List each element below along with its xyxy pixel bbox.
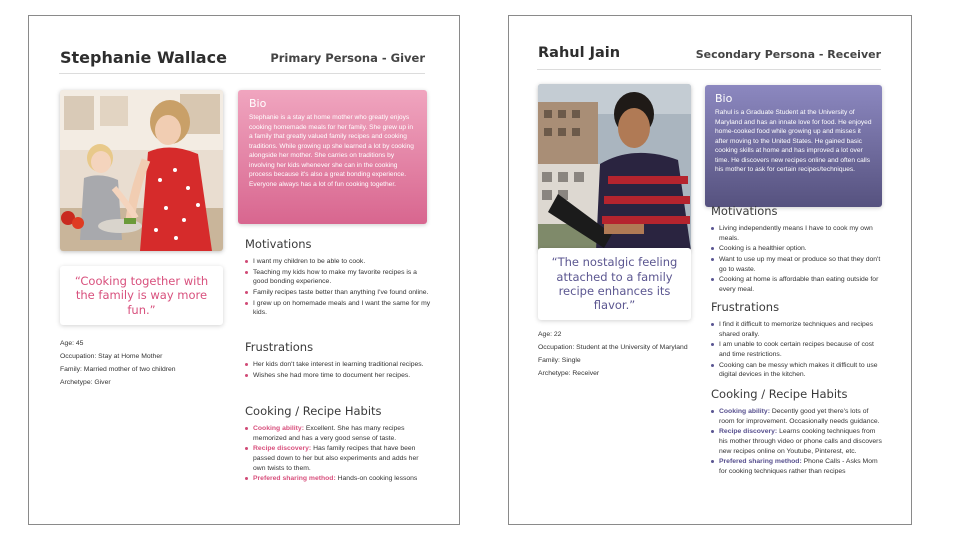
habit-text: Hands-on cooking lessons [335, 475, 418, 483]
persona-facts [60, 340, 176, 392]
bio-text: Rahul is a Graduate Student at the University of Maryland and has an innate love for food. He enjoyed home-cooked food while growing up and misses it after moving to the United States. He gained basic cooking skills at home and has improved a lot over time. He discovers new recipes online and often calls his mother to ask for certain recipes/techniques. [715, 109, 872, 174]
frustrations-section [245, 340, 431, 381]
list-item: I am unable to cook certain recipes because of cost and time restrictions. [711, 340, 885, 359]
bio-title: Bio [715, 92, 733, 105]
bio-text: Stephanie is a stay at home mother who greatly enjoys cooking homemade meals for her family. She grew up in a family that greatly valued family recipes and cooking traditions. While growing up she learned a lot by cooking alongside her mother. She carries on traditions by involving her kids whenever she can in the cooking process because it's also a great bonding experience. Everyone always has a lot of fun cooking together. [249, 114, 414, 188]
habit-label: Cooking ability: [253, 425, 304, 432]
habit-text: Excellent. She has many recipes memorized and has a very good sense of taste. [253, 425, 405, 442]
list-item [711, 407, 885, 426]
persona-facts [538, 331, 688, 383]
habit-text: Decently good yet there's lots of room for improvement. Occasionally needs guidance. [719, 408, 880, 425]
persona-quote: “The nostalgic feeling attached to a family recipe enhances its flavor.” [538, 248, 691, 320]
header-divider [59, 73, 425, 74]
persona-role: Primary Persona - Giver [270, 51, 425, 65]
list-item [245, 444, 431, 473]
motivations-title: Motivations [245, 237, 312, 251]
persona-role: Secondary Persona - Receiver [695, 48, 881, 61]
list-item [245, 424, 431, 443]
list-item: I find it difficult to memorize techniques and recipes shared orally. [711, 320, 885, 339]
persona-quote: “Cooking together with the family is way more fun.” [60, 266, 223, 325]
archetype-fact: Archetype: Giver [60, 379, 111, 386]
student-with-laptop-photo [538, 84, 691, 251]
bio-title: Bio [249, 97, 267, 110]
persona-card-stephanie [28, 15, 460, 525]
habits-section [245, 404, 431, 485]
habits-title: Cooking / Recipe Habits [711, 387, 848, 401]
occupation-fact: Occupation: Student at the University of Maryland [538, 344, 688, 351]
list-item: I want my children to be able to cook. [245, 257, 431, 267]
list-item: Teaching my kids how to make my favorite recipes is a good bonding experience. [245, 268, 431, 287]
habits-title: Cooking / Recipe Habits [245, 404, 382, 418]
bio-panel [705, 85, 882, 207]
family-fact: Family: Single [538, 357, 581, 364]
header-divider [537, 69, 881, 70]
frustrations-section [711, 300, 885, 381]
list-item: Family recipes taste better than anything I've found online. [245, 288, 431, 298]
frustrations-title: Frustrations [245, 340, 314, 354]
habits-section [711, 387, 885, 477]
habit-label: Cooking ability: [719, 408, 770, 415]
list-item: I grew up on homemade meals and I want the same for my kids. [245, 299, 431, 318]
habit-label: Recipe discovery: [719, 428, 778, 436]
motivations-section [711, 204, 885, 295]
occupation-fact: Occupation: Stay at Home Mother [60, 353, 163, 360]
motivations-section [245, 237, 431, 319]
list-item: Living independently means I have to cook my own meals. [711, 224, 885, 243]
list-item: Cooking can be messy which makes it difficult to use digital devices in the kitchen. [711, 361, 885, 380]
list-item: Her kids don't take interest in learning traditional recipes. [245, 360, 431, 370]
mother-daughter-cooking-photo [60, 90, 223, 251]
list-item [711, 457, 885, 476]
list-item [711, 427, 885, 456]
list-item [245, 474, 431, 484]
bio-panel [238, 90, 427, 224]
list-item: Cooking is a healthier option. [711, 244, 885, 254]
persona-name: Stephanie Wallace [60, 48, 227, 67]
habit-label: Prefered sharing method: [719, 458, 802, 466]
habit-label: Prefered sharing method: [253, 475, 336, 483]
age-fact: Age: 22 [538, 331, 562, 338]
list-item: Cooking at home is affordable than eating outside for every meal. [711, 275, 885, 294]
persona-card-rahul [508, 15, 912, 525]
archetype-fact: Archetype: Receiver [538, 370, 600, 377]
list-item: Wishes she had more time to document her recipes. [245, 371, 431, 381]
habit-text: Has family recipes that have been passed down to her but also experiments and adds her own twists to them. [253, 445, 419, 472]
motivations-title: Motivations [711, 204, 778, 218]
habit-text: Learns cooking techniques from his mother through video or phone calls and discovers new recipes online on Youtube, Pinterest, etc. [719, 428, 882, 455]
habit-label: Recipe discovery: [253, 445, 312, 453]
age-fact: Age: 45 [60, 340, 84, 347]
habit-text: Phone Calls - Asks Mom for cooking techniques rather than recipes [719, 458, 878, 475]
list-item: Want to use up my meat or produce so that they don't go to waste. [711, 255, 885, 274]
family-fact: Family: Married mother of two children [60, 366, 176, 373]
frustrations-title: Frustrations [711, 300, 780, 314]
persona-name: Rahul Jain [538, 45, 621, 61]
